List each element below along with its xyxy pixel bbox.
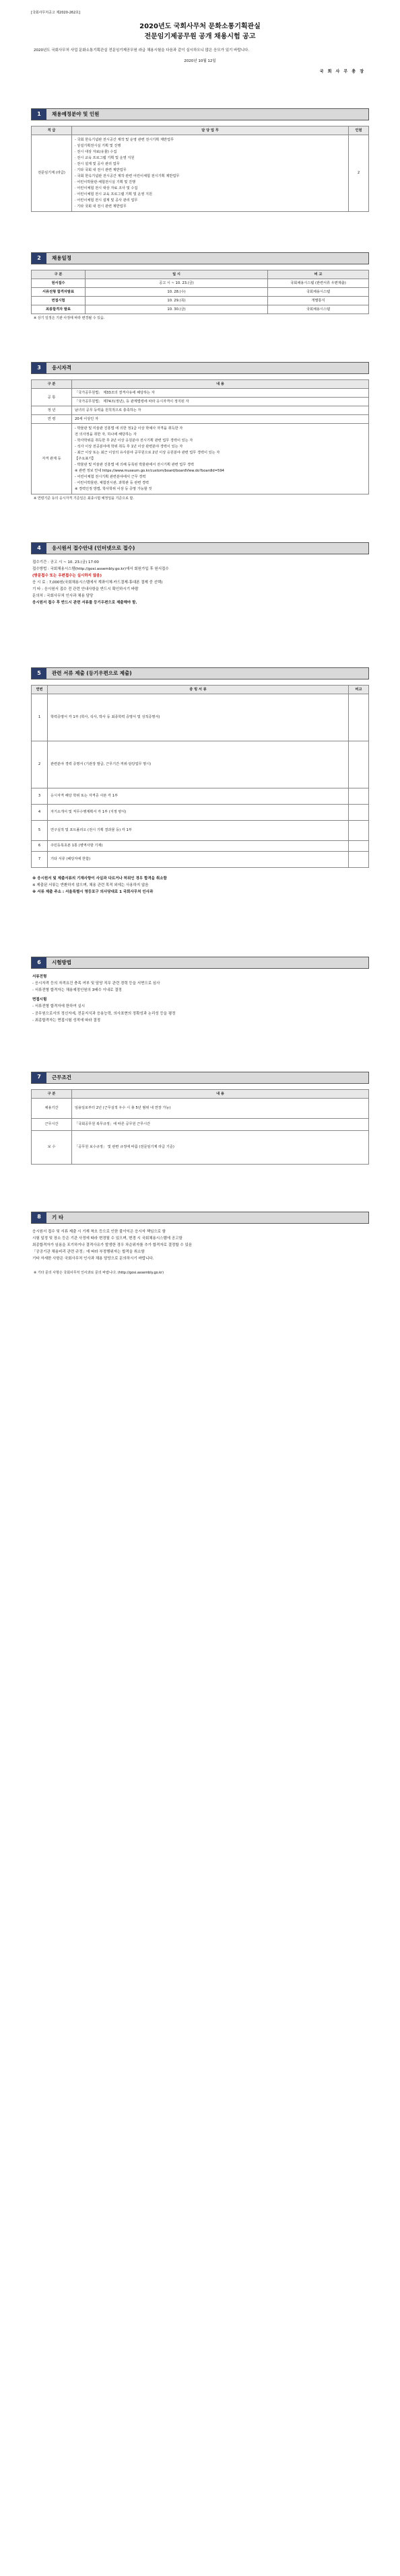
table-header: 구 분 <box>32 270 86 279</box>
duty-item: · 상설기획전시실 기획 및 진행 <box>75 143 121 148</box>
note-line: ※ 서류 제출 주소 : 서울특별시 영등포구 의사당대로 1 국회사무처 인사과 <box>32 889 154 894</box>
condition-value: 임용일로부터 2년 (근무실적 우수 시 총 5년 범위 내 연장 가능) <box>72 1098 369 1118</box>
section-number: 8 <box>32 1212 46 1223</box>
doc-number: 3 <box>32 788 48 804</box>
condition-label: 보 수 <box>32 1130 72 1164</box>
duty-item: · 전시 설계 및 공사 관리 업무 <box>75 161 120 166</box>
table-header: 담 당 업 무 <box>72 126 349 135</box>
exam-line: - 서류전형 합격자는 채용예정인원의 3배수 이내로 결정 <box>32 988 122 992</box>
doc-description: 연구실적 및 포트폴리오 (전시 기획 결과물 등) 각 1부 <box>48 820 349 840</box>
conditions-table <box>31 1089 369 1165</box>
table-row <box>32 788 369 804</box>
misc-line: 시험 일정 및 장소 등은 기관 사정에 따라 변경될 수 있으며, 변경 시 국회채용시스템에 공고함 <box>32 1236 182 1241</box>
table-row <box>32 804 369 820</box>
schedule-item: 최종합격자 발표 <box>32 305 86 314</box>
section-5-header <box>31 667 369 679</box>
schedule-note: 국회채용시스템 <box>268 305 369 314</box>
exam-heading: 면접시험 <box>32 998 47 1002</box>
table-row <box>32 1118 369 1130</box>
table-header: 구 분 <box>32 379 72 388</box>
table-row <box>32 1130 369 1164</box>
qualification-item: - 석사 이상 전공분야에 학위 취득 후 1년 이상 관련분야 경력이 있는 자 <box>75 444 183 449</box>
qualification-item: - 학사학위를 취득한 후 2년 이상 응원분야 전시기획 관련 업무 경력이 있는 자 <box>75 438 193 443</box>
section-6-header <box>31 957 369 969</box>
schedule-item: 서류전형 합격자발표 <box>32 288 86 297</box>
qual-detail <box>72 424 369 494</box>
doc-description: 관련분야 경력 증명서 (기관장 발급, 근무기간·직위·담당업무 명시) <box>48 741 349 788</box>
qualification-item: · 어린이박물관, 체험전시관, 과학관 등 관련 경력 <box>75 481 149 486</box>
doc-remark <box>349 851 369 867</box>
doc-description: 응시자격 해당 학위 또는 자격증 사본 각 1부 <box>48 788 349 804</box>
table-row <box>32 424 369 494</box>
misc-line: 기타 자세한 사항은 국회사무처 인사과 채용 담당으로 문의하시기 바랍니다. <box>32 1256 154 1261</box>
doc-remark <box>349 788 369 804</box>
issuer: 국 회 사 무 총 장 <box>319 69 365 74</box>
table-header: 구 분 <box>32 1089 72 1098</box>
section-number: 4 <box>32 543 46 554</box>
condition-label: 채용기간 <box>32 1098 72 1118</box>
table-header: 내 용 <box>72 1089 369 1098</box>
doc-number: 7 <box>32 851 48 867</box>
application-info <box>31 560 369 606</box>
table-header: 직 급 <box>32 126 72 135</box>
announcement-number: [국회사무처공고 제2020-262호] <box>31 11 81 15</box>
table-header: 증 빙 서 류 <box>48 685 349 694</box>
section-number: 2 <box>32 253 46 264</box>
schedule-date: 공고 시 ~ 10. 23.(금) <box>86 279 268 287</box>
footer-note: ※ 기타 문의 사항은 국회사무처 인사과로 문의 바랍니다. (http://gosi.assembly.go.kr) <box>34 1271 164 1276</box>
qualification-item: - 박물관 및 미술관 진흥법 에 의한 정1급 이상 학예사 자격을 취득한 자 <box>75 426 183 431</box>
section-3-header <box>31 362 369 374</box>
section-2-header <box>31 252 369 264</box>
table-row <box>32 305 369 314</box>
documents-table <box>31 685 369 868</box>
count-cell: 2 <box>349 135 369 212</box>
section-7-header <box>31 1072 369 1084</box>
duties-list <box>75 137 345 210</box>
table-header: 연번 <box>32 685 48 694</box>
duty-item: · 전시 교육 프로그램 기획 및 운영 지원 <box>75 155 135 160</box>
doc-number: 4 <box>32 804 48 820</box>
doc-remark <box>349 741 369 788</box>
table-row <box>32 840 369 851</box>
doc-description: 기타 서류 (해당자에 한함) <box>48 851 349 867</box>
table-header: 인원 <box>349 126 369 135</box>
title-line-2: 전문임기제공무원 공개 채용시험 공고 <box>144 33 256 41</box>
qualification-item: 【주요표기】 <box>75 457 96 462</box>
table-row <box>32 389 369 398</box>
announcement-date: 2020년 10월 12일 <box>184 59 216 64</box>
schedule-note-text: ※ 상기 일정은 기관 사정에 따라 변경될 수 있음. <box>34 316 105 321</box>
misc-line: 응시원서 접수 및 서류 제출 시 기재 착오 등으로 인한 불이익은 응시자 책임으로 함 <box>32 1229 166 1234</box>
exam-line: - 공무원으로서의 정신자세, 전문지식과 응용능력, 의사표현의 정확성과 논리성 등을 평정 <box>32 1011 176 1016</box>
table-row <box>32 406 369 415</box>
section-title: 채용예정분야 및 인원 <box>46 109 368 120</box>
qualification-item: ※ 경력인정 방법, 학사학위 이상 등 증명 가능할 것 <box>75 487 152 492</box>
schedule-date: 10. 28.(수) <box>86 288 268 297</box>
misc-line: 「공공기관 채용비리 관련 규정」에 따라 부정행위자는 합격을 취소함 <box>32 1249 145 1254</box>
positions-table <box>31 126 369 212</box>
qualification-item: - 최근 이상 또는 최근 이상의 유사분야 공무원으로 2년 이상 응원분야 관련 업무 경력이 있는 자 <box>75 451 220 455</box>
exam-line: - 최종합격자는 면접시험 성적에 따라 결정 <box>32 1018 101 1023</box>
qualification-list <box>75 425 366 492</box>
table-row <box>32 415 369 424</box>
table-row <box>32 297 369 305</box>
duty-item: · 어린이체험 전시 교육 프로그램 기획 및 운영 지원 <box>75 192 153 197</box>
doc-remark <box>349 694 369 741</box>
qual-category: 연 령 <box>32 415 72 424</box>
schedule-note: 국회채용시스템 <box>268 288 369 297</box>
qual-content: 「국가공무원법」 제74조(정년), 등 관계법령에 따라 응시자격이 정지된 자 <box>72 398 369 406</box>
note-line: ※ 제출된 서류는 반환하지 않으며, 채용 관련 목적 외에는 사용하지 않음 <box>32 883 149 887</box>
doc-description: 주민등록초본 1통 (병역사항 기재) <box>48 840 349 851</box>
doc-description: 자기소개서 및 직무수행계획서 각 1부 (지정 양식) <box>48 804 349 820</box>
note-line: ※ 응시원서 및 제출서류의 기재사항이 사실과 다르거나 허위인 경우 합격을 취소함 <box>32 876 167 881</box>
info-line: 응 시 료 : 7,000원(국회채용시스템에서 계좌이체·카드결제·휴대폰 결제 중 선택) <box>32 580 163 585</box>
doc-number: 2 <box>32 741 48 788</box>
schedule-table <box>31 270 369 314</box>
schedule-date: 10. 30.(금) <box>86 305 268 314</box>
qual-content: 남녀의 공무 등력을 원칙적으로 충족하는 자 <box>72 406 369 415</box>
table-header: 비 고 <box>268 270 369 279</box>
table-row <box>32 851 369 867</box>
schedule-note: 개별통지 <box>268 297 369 305</box>
exam-heading: 서류전형 <box>32 974 47 979</box>
section-title: 기 타 <box>46 1212 368 1223</box>
duty-item: · 어린이박물관·체험전시실 기획 및 진행 <box>75 180 136 185</box>
exam-line: - 응시자격 등의 자격요건 충족 여부 및 담당 직무 관련 경력 등을 서면으로 심사 <box>32 981 160 986</box>
section-number: 5 <box>32 668 46 679</box>
doc-description: 학력증명서 각 1부 (학사, 석사, 박사 등 최종학력 증명서 및 성적증명서) <box>48 694 349 741</box>
condition-label: 근무시간 <box>32 1118 72 1130</box>
table-row <box>32 820 369 840</box>
qual-category: 공 통 <box>32 389 72 406</box>
section-title: 관련 서류 제출 (등기우편으로 제출) <box>46 668 368 679</box>
exam-line: - 서류전형 합격자에 한하여 실시 <box>32 1004 86 1009</box>
schedule-item: 면접시험 <box>32 297 86 305</box>
duty-item: · 어린이체험 전시 대상 자료 조사 및 수집 <box>75 186 138 191</box>
section-number: 6 <box>32 957 46 968</box>
qualification-note: ※ 연령기준 등의 응시자격 기준일은 최종시험 예정일을 기준으로 함. <box>34 496 134 501</box>
qualification-item: - 박물관 및 미술관 진흥법 에 의해 등록된 박물관에서 전시기획 관련 업무 경력 <box>75 463 195 468</box>
duty-item: · 기타 국회 내 전시 관련 제반업무 <box>75 168 127 172</box>
misc-info <box>31 1229 369 1262</box>
doc-remark <box>349 840 369 851</box>
document-notes <box>31 876 369 895</box>
section-number: 3 <box>32 363 46 373</box>
section-number: 1 <box>32 109 46 120</box>
section-title: 응시원서 접수안내 (인터넷으로 접수) <box>46 543 368 554</box>
section-8-header <box>31 1212 369 1224</box>
qual-content: 20세 이상인 자 <box>72 415 369 424</box>
qualification-item: ※ 관련 정보 안내 https://www.museum.go.kr/custom/board/boardView.do?boardId=594 <box>75 469 224 474</box>
section-title: 근무조건 <box>46 1072 368 1083</box>
table-row <box>32 741 369 788</box>
title-box <box>31 22 369 42</box>
table-row <box>32 279 369 287</box>
info-line: 접수기간 : 공고 시 ~ 10. 23.(금) 17:00 <box>32 560 99 564</box>
doc-remark <box>349 804 369 820</box>
schedule-date: 10. 29.(목) <box>86 297 268 305</box>
duty-item: · 기타 국회 내 전시 관련 제반업무 <box>75 205 127 209</box>
section-4-header <box>31 542 369 554</box>
section-number: 7 <box>32 1072 46 1083</box>
qual-content: 「국가공무원법」 제33조의 결격사유에 해당하는 자 <box>72 389 369 398</box>
qualification-item: - 어린이체험 전시기획 관련분야에서 근무 경력 <box>75 475 146 480</box>
table-row <box>32 694 369 741</box>
table-header: 내 용 <box>72 379 369 388</box>
qual-category: 정 년 <box>32 406 72 415</box>
qualification-table <box>31 379 369 494</box>
info-line: 문의처 : 국회사무처 인사과 채용 담당 <box>32 593 94 598</box>
section-title: 채용일정 <box>46 253 368 264</box>
table-row <box>32 288 369 297</box>
doc-number: 6 <box>32 840 48 851</box>
intro-text: 2020년도 국회사무처 사업 문화소통기획관실 전문임기제공무원 라급 채용시험을 다음과 같이 실시하오니 많은 응모가 있기 바랍니다. <box>34 48 250 52</box>
table-header: 비고 <box>349 685 369 694</box>
table-row <box>32 1098 369 1118</box>
info-line: 응시원서 접수 후 반드시 관련 서류를 등기우편으로 제출해야 함. <box>32 600 137 605</box>
schedule-note: 국회채용시스템 (관련서류 우편제출) <box>268 279 369 287</box>
duty-item: - 국회 한옥기념관 전시공간 제작 및 운영 관련 전시기획 제반업무 <box>75 137 174 142</box>
grade-cell: 전문임기제 (라급) <box>32 135 72 212</box>
info-line: 기 타 : 응시원서 접수 전 관련 안내사항을 반드시 확인하시기 바람 <box>32 587 139 591</box>
title-line-1: 2020년도 국회사무처 문화소통기획관실 <box>139 22 261 30</box>
misc-line: 최종합격자가 임용을 포기하거나 결격사유가 발생한 경우 차순위자를 추가 합격자로 결정할 수 있음 <box>32 1243 193 1247</box>
duty-item: · 어린이체험 전시 설계 및 공사 관리 업무 <box>75 198 138 203</box>
exam-method <box>31 974 369 1023</box>
schedule-item: 원서접수 <box>32 279 86 287</box>
duty-item: - 국회 한옥기념관 전시공간 제작 관련 어린이체험 전시기획 제반업무 <box>75 174 180 179</box>
table-header: 일 시 <box>86 270 268 279</box>
info-line: (방문접수 또는 우편접수는 실시하지 않음) <box>32 573 102 578</box>
condition-value: 「공무원 보수규정」 및 관련 규정에 따름 (전문임기제 라급 기준) <box>72 1130 369 1164</box>
section-title: 응시자격 <box>46 363 368 373</box>
doc-remark <box>349 820 369 840</box>
section-1-header <box>31 108 369 120</box>
table-row <box>32 398 369 406</box>
info-line: 접수방법 : 국회채용시스템(http://gosi.assembly.go.kr)에서 회원가입 후 원서접수 <box>32 566 169 571</box>
condition-value: 「국회공무원 복무규정」에 따른 공무원 근무시간 <box>72 1118 369 1130</box>
doc-number: 5 <box>32 820 48 840</box>
duty-item: · 전시 대상 자료(유물) 수집 <box>75 149 117 154</box>
qual-category: 자격 관계 등 <box>32 424 72 494</box>
doc-number: 1 <box>32 694 48 741</box>
duties-cell <box>72 135 349 212</box>
qualification-item: 전 의사정을 취한 자, 하나에 해당하는 자 <box>75 432 137 437</box>
section-title: 시험방법 <box>46 957 368 968</box>
